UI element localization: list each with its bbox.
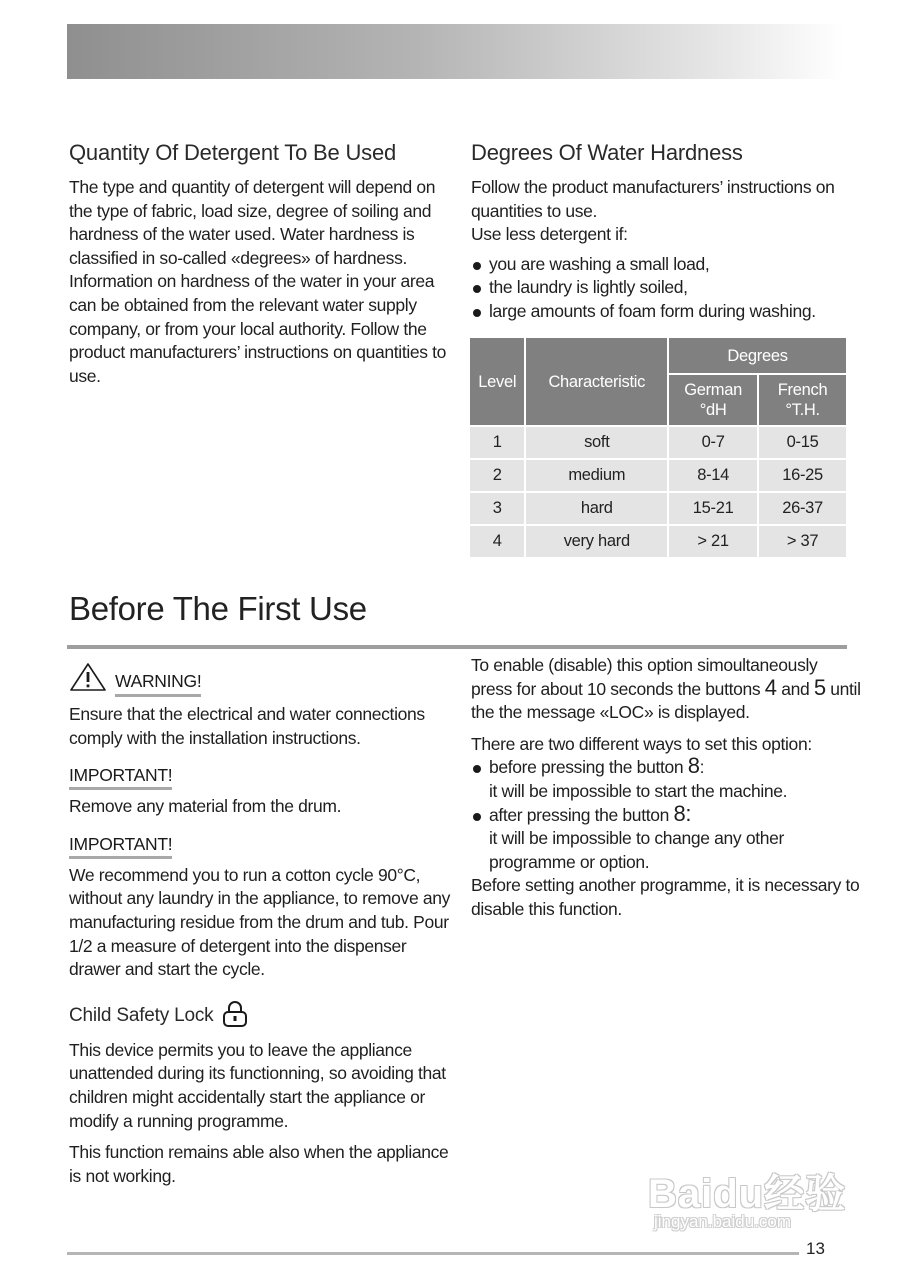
watermark-url: jingyan.baidu.com	[654, 1212, 792, 1231]
important-text: Remove any material from the drum.	[69, 796, 342, 817]
way-1-result: it will be impossible to start the machine.	[489, 780, 788, 801]
enable-text-b: until the the message «LOC» is displayed.	[471, 678, 861, 723]
cell-german: 8-14	[669, 460, 757, 491]
padlock-icon	[221, 1000, 249, 1033]
bullet-text: you are washing a small load,	[489, 253, 710, 274]
detergent-title: Quantity Of Detergent To Be Used	[69, 140, 397, 165]
button-4-ref: 4	[764, 674, 777, 700]
cell-german: > 21	[669, 526, 757, 557]
german-unit: °dH	[699, 401, 727, 419]
ways-list	[471, 753, 861, 874]
german-label: German	[684, 381, 743, 399]
warning-text: Ensure that the electrical and water connections comply with the installation instructions.	[69, 704, 425, 748]
watermark-logo: Baidu经验	[648, 1172, 847, 1216]
child-lock-instructions	[471, 654, 861, 922]
child-lock-para-2: This function remains able also when the appliance is not working.	[69, 1142, 449, 1186]
detergent-section	[69, 140, 449, 388]
hardness-section	[471, 140, 856, 324]
list-item	[471, 800, 861, 875]
enable-and: and	[781, 678, 810, 699]
cell-french: 16-25	[759, 460, 846, 491]
way-2-text: after pressing the button	[489, 804, 669, 825]
col-header-french	[759, 375, 846, 425]
cell-level: 2	[470, 460, 524, 491]
cell-french: 0-15	[759, 427, 846, 458]
way-1-colon: :	[699, 757, 705, 778]
warning-label: WARNING!	[115, 670, 201, 697]
footer-rule	[67, 1252, 799, 1255]
french-unit: °T.H.	[785, 401, 820, 419]
col-header-characteristic: Characteristic	[526, 338, 667, 425]
important-label: IMPORTANT!	[69, 833, 172, 859]
cell-level: 3	[470, 493, 524, 524]
hardness-table	[468, 336, 848, 559]
french-label: French	[777, 381, 828, 399]
cell-level: 1	[470, 427, 524, 458]
first-use-section	[69, 662, 454, 1188]
important-label: IMPORTANT!	[69, 764, 172, 790]
button-5-ref: 5	[813, 674, 826, 700]
table-row	[470, 427, 846, 458]
detergent-body: The type and quantity of detergent will depend on the type of fabric, load size, degree of soiling and hardness of the water used. Water hardness is classified in so-called «degrees» of hardness. Information on hardness of the water in your area can be obtained from the relevant water supply company, or from your local authority. Follow the product manufacturers’ instructions on quantities to use.	[69, 177, 447, 386]
list-item	[471, 253, 856, 277]
table-row	[470, 526, 846, 557]
cell-characteristic: hard	[526, 493, 667, 524]
enable-text-a: To enable (disable) this option simoultaneously press for about 10 seconds the buttons	[471, 655, 818, 699]
bullet-dot-icon	[473, 262, 481, 270]
cell-french: 26-37	[759, 493, 846, 524]
child-lock-para-1: This device permits you to leave the appliance unattended during its functionning, so avoiding that children might accidentally start the appliance or modify a running programme.	[69, 1039, 446, 1131]
cell-level: 4	[470, 526, 524, 557]
important-text: We recommend you to run a cotton cycle 90°C, without any laundry in the appliance, to remove any manufacturing residue from the drum and tub. Pour 1/2 a measure of detergent into the dispenser drawer and start the cycle.	[69, 864, 451, 980]
col-header-level: Level	[470, 338, 524, 425]
table-row	[470, 493, 846, 524]
cell-characteristic: very hard	[526, 526, 667, 557]
cell-french: > 37	[759, 526, 846, 557]
bullet-dot-icon	[473, 765, 481, 773]
bullet-text: the laundry is lightly soiled,	[489, 277, 688, 298]
enable-instructions	[471, 654, 861, 725]
page-number: 13	[806, 1239, 825, 1258]
hardness-intro-1: Follow the product manufacturers’ instructions on quantities to use.	[471, 177, 835, 221]
col-header-german	[669, 375, 757, 425]
table-row	[470, 460, 846, 491]
child-lock-heading	[69, 1000, 454, 1033]
cell-german: 0-7	[669, 427, 757, 458]
cell-characteristic: soft	[526, 427, 667, 458]
way-1-text: before pressing the button	[489, 757, 684, 778]
baidu-watermark	[648, 1148, 862, 1238]
hardness-intro-2: Use less detergent if:	[471, 224, 628, 245]
hardness-bullets	[471, 253, 856, 324]
list-item	[471, 276, 856, 300]
section-divider	[67, 645, 847, 649]
bullet-dot-icon	[473, 285, 481, 293]
bullet-text: large amounts of foam form during washing.	[489, 300, 816, 321]
list-item	[471, 300, 856, 324]
header-band	[67, 24, 843, 79]
warning-triangle-icon	[69, 662, 107, 697]
cell-german: 15-21	[669, 493, 757, 524]
bullet-dot-icon	[473, 309, 481, 317]
bullet-dot-icon	[473, 813, 481, 821]
button-8-ref: 8:	[673, 800, 692, 826]
list-item	[471, 753, 861, 803]
hardness-title: Degrees Of Water Hardness	[471, 140, 743, 165]
cell-characteristic: medium	[526, 460, 667, 491]
button-8-ref: 8	[687, 753, 700, 779]
child-lock-title: Child Safety Lock	[69, 1005, 214, 1027]
col-header-degrees: Degrees	[669, 338, 846, 373]
closing-note: Before setting another programme, it is necessary to disable this function.	[471, 875, 860, 919]
warning-heading	[69, 662, 454, 697]
way-2-result: it will be impossible to change any other programme or option.	[489, 828, 784, 872]
page-title: Before The First Use	[69, 590, 367, 627]
ways-intro: There are two different ways to set this option:	[471, 733, 812, 754]
